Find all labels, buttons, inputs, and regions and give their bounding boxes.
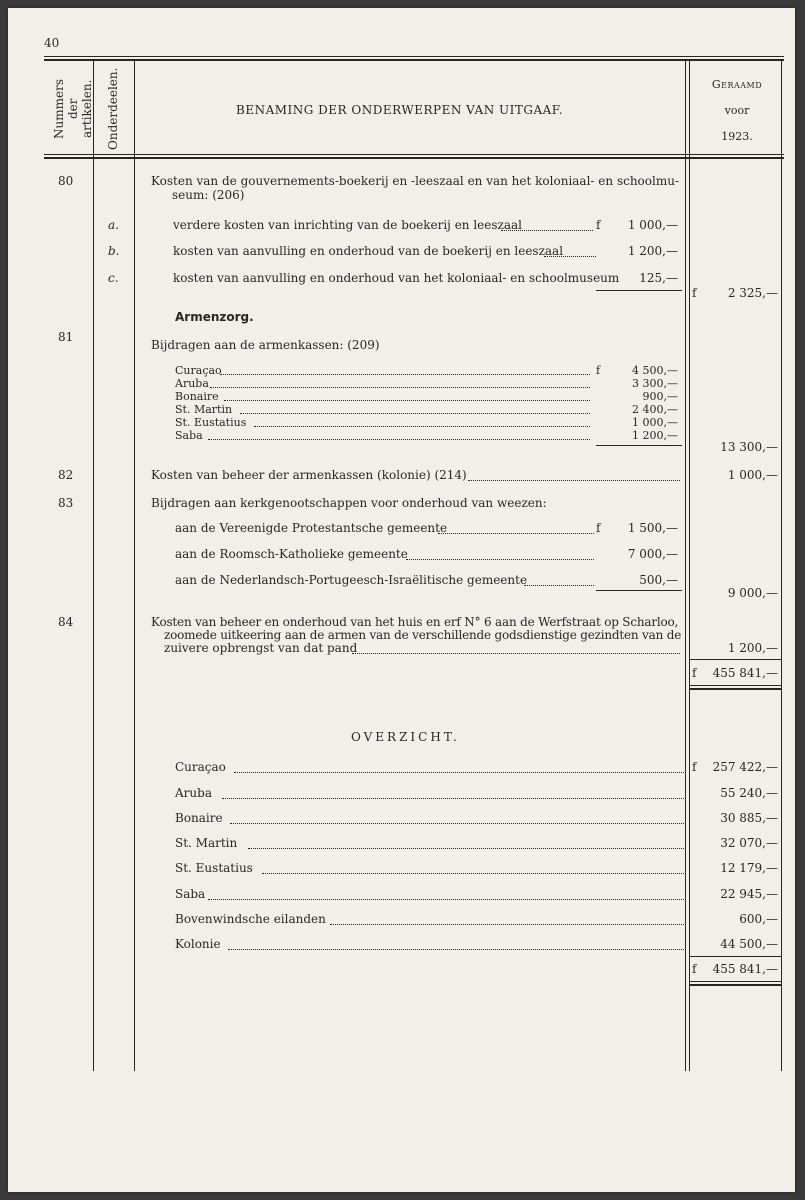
- header-top-rule: [44, 56, 784, 57]
- art80-item-letter: a.: [108, 218, 119, 232]
- art81-item-amount: 1 000,—: [632, 416, 678, 429]
- currency-f: f: [596, 521, 601, 535]
- art80-item-text: kosten van aanvulling en onderhoud van het koloniaal- en schoolmuseum: [173, 271, 620, 285]
- overzicht-item-name: Bonaire: [175, 811, 223, 825]
- total-rule-bottom: [689, 685, 781, 686]
- art83-item-text: aan de Vereenigde Protestantsche gemeente: [175, 521, 448, 535]
- leader-dots: [208, 439, 590, 440]
- art80-item-letter: c.: [108, 271, 119, 285]
- leader-dots: [234, 772, 684, 773]
- leader-dots: [220, 374, 590, 375]
- art81-item-name: St. Martin: [175, 403, 233, 416]
- overzicht-item-amount: 30 885,—: [720, 811, 778, 825]
- column-divider-4: [689, 61, 690, 1071]
- art81-item-name: St. Eustatius: [175, 416, 247, 429]
- total-rule-top: [689, 956, 781, 957]
- overzicht-item-amount: 32 070,—: [720, 836, 778, 850]
- header-onderdeelen: Onderdeelen.: [106, 67, 120, 150]
- overzicht-item-name: Curaçao: [175, 760, 226, 774]
- art83-item-text: aan de Roomsch-Katholieke gemeente: [175, 547, 408, 561]
- overzicht-item-amount: 12 179,—: [720, 861, 778, 875]
- header-nummers: Nummers der artikelen.: [52, 79, 94, 139]
- total-rule-top: [689, 659, 781, 660]
- article-number-83: 83: [58, 496, 74, 510]
- leader-dots: [524, 585, 594, 586]
- leader-dots: [406, 559, 594, 560]
- overzicht-item-name: St. Eustatius: [175, 861, 253, 875]
- art83-item-text: aan de Nederlandsch-Portugeesch-Israëlitische gemeente: [175, 573, 528, 587]
- leader-dots: [240, 413, 590, 414]
- total-rule-bottom: [689, 981, 781, 982]
- leader-dots: [228, 949, 684, 950]
- article-number-80: 80: [58, 174, 74, 188]
- header-year: 1923.: [721, 130, 753, 143]
- subtotal-rule: [596, 445, 682, 446]
- header-benaming: BENAMING DER ONDERWERPEN VAN UITGAAF.: [236, 103, 564, 117]
- leader-dots: [230, 823, 684, 824]
- art81-item-amount: 900,—: [642, 390, 678, 403]
- art80-item-letter: b.: [108, 244, 120, 258]
- overzicht-item-amount: 257 422,—: [712, 760, 778, 774]
- overzicht-title: OVERZICHT.: [351, 730, 460, 744]
- currency-f: f: [692, 760, 697, 774]
- art82-total: 1 000,—: [727, 468, 778, 482]
- art80-item-amount: 1 000,—: [627, 218, 678, 232]
- currency-f: f: [692, 962, 697, 976]
- currency-f: f: [596, 364, 601, 377]
- art81-item-name: Aruba: [175, 377, 209, 390]
- header-bottom-rule: [44, 154, 784, 155]
- art81-total: 13 300,—: [720, 440, 778, 454]
- art81-item-amount: 2 400,—: [632, 403, 678, 416]
- currency-f: f: [692, 666, 697, 680]
- leader-dots: [224, 400, 590, 401]
- overzicht-item-amount: 44 500,—: [720, 937, 778, 951]
- total-rule-bottom-thick: [689, 984, 781, 986]
- grand-total: 455 841,—: [712, 666, 778, 680]
- header-geraamd: Geraamd: [711, 78, 763, 91]
- leader-dots: [262, 873, 684, 874]
- art83-item-amount: 1 500,—: [627, 521, 678, 535]
- overzicht-item-name: Kolonie: [175, 937, 221, 951]
- column-divider-3: [685, 61, 686, 1071]
- art84-total: 1 200,—: [727, 641, 778, 655]
- subtotal-rule: [596, 290, 682, 291]
- art84-text-1: Kosten van beheer en onderhoud van het huis en erf N° 6 aan de Werfstraat op Scharloo,: [151, 615, 679, 629]
- overzicht-item-name: St. Martin: [175, 836, 238, 850]
- document-page: [8, 8, 795, 1192]
- art83-total: 9 000,—: [727, 586, 778, 600]
- leader-dots: [352, 653, 680, 654]
- overzicht-item-name: Aruba: [175, 786, 212, 800]
- header-voor: voor: [724, 104, 750, 117]
- article-number-82: 82: [58, 468, 74, 482]
- leader-dots: [468, 480, 680, 481]
- column-divider-1: [93, 61, 94, 1071]
- overzicht-item-name: Saba: [175, 887, 206, 901]
- art84-text-3: zuivere opbrengst van dat pand: [164, 641, 358, 655]
- art81-item-name: Bonaire: [175, 390, 219, 403]
- art84-text-2: zoomede uitkeering aan de armen van de verschillende godsdienstige gezindten van de: [164, 628, 682, 642]
- art80-text-1: Kosten van de gouvernements-boekerij en -leeszaal en van het koloniaal- en schoolmu-: [151, 174, 679, 188]
- art82-text: Kosten van beheer der armenkassen (kolonie) (214): [151, 468, 467, 482]
- art81-text: Bijdragen aan de armenkassen: (209): [151, 338, 380, 352]
- art80-text-2: seum: (206): [172, 188, 245, 202]
- art80-item-text: kosten van aanvulling en onderhoud van de boekerij en leeszaal: [173, 244, 564, 258]
- overzicht-item-amount: 22 945,—: [720, 887, 778, 901]
- header-bottom-rule-thick: [44, 157, 784, 159]
- art81-item-amount: 3 300,—: [632, 377, 678, 390]
- art81-item-amount: 1 200,—: [632, 429, 678, 442]
- art80-item-amount: 125,—: [639, 271, 678, 285]
- art80-total: 2 325,—: [727, 286, 778, 300]
- art83-text: Bijdragen aan kerkgenootschappen voor onderhoud van weezen:: [151, 496, 547, 510]
- art83-item-amount: 500,—: [639, 573, 678, 587]
- currency-f: f: [692, 286, 697, 300]
- art80-item-text: verdere kosten van inrichting van de boekerij en leeszaal: [173, 218, 523, 232]
- column-divider-2: [134, 61, 135, 1071]
- art81-item-amount: 4 500,—: [632, 364, 678, 377]
- leader-dots: [254, 426, 590, 427]
- column-divider-5: [781, 61, 782, 1071]
- subtotal-rule: [596, 590, 682, 591]
- leader-dots: [248, 848, 684, 849]
- currency-f: f: [596, 218, 601, 232]
- page-number: 40: [44, 36, 60, 50]
- art80-item-amount: 1 200,—: [627, 244, 678, 258]
- leader-dots: [438, 533, 594, 534]
- art81-item-name: Curaçao: [175, 364, 222, 377]
- leader-dots: [501, 230, 593, 231]
- leader-dots: [544, 256, 596, 257]
- overzicht-item-name: Bovenwindsche eilanden: [175, 912, 326, 926]
- overzicht-total: 455 841,—: [712, 962, 778, 976]
- art83-item-amount: 7 000,—: [627, 547, 678, 561]
- article-number-84: 84: [58, 615, 74, 629]
- overzicht-item-amount: 55 240,—: [720, 786, 778, 800]
- leader-dots: [222, 798, 684, 799]
- leader-dots: [330, 924, 684, 925]
- article-number-81: 81: [58, 330, 74, 344]
- section-heading-armenzorg: Armenzorg.: [175, 310, 254, 324]
- leader-dots: [210, 387, 590, 388]
- header-top-rule-thick: [44, 59, 784, 61]
- overzicht-item-amount: 600,—: [739, 912, 778, 926]
- leader-dots: [208, 899, 684, 900]
- art81-item-name: Saba: [175, 429, 203, 442]
- total-rule-bottom-thick: [689, 688, 781, 690]
